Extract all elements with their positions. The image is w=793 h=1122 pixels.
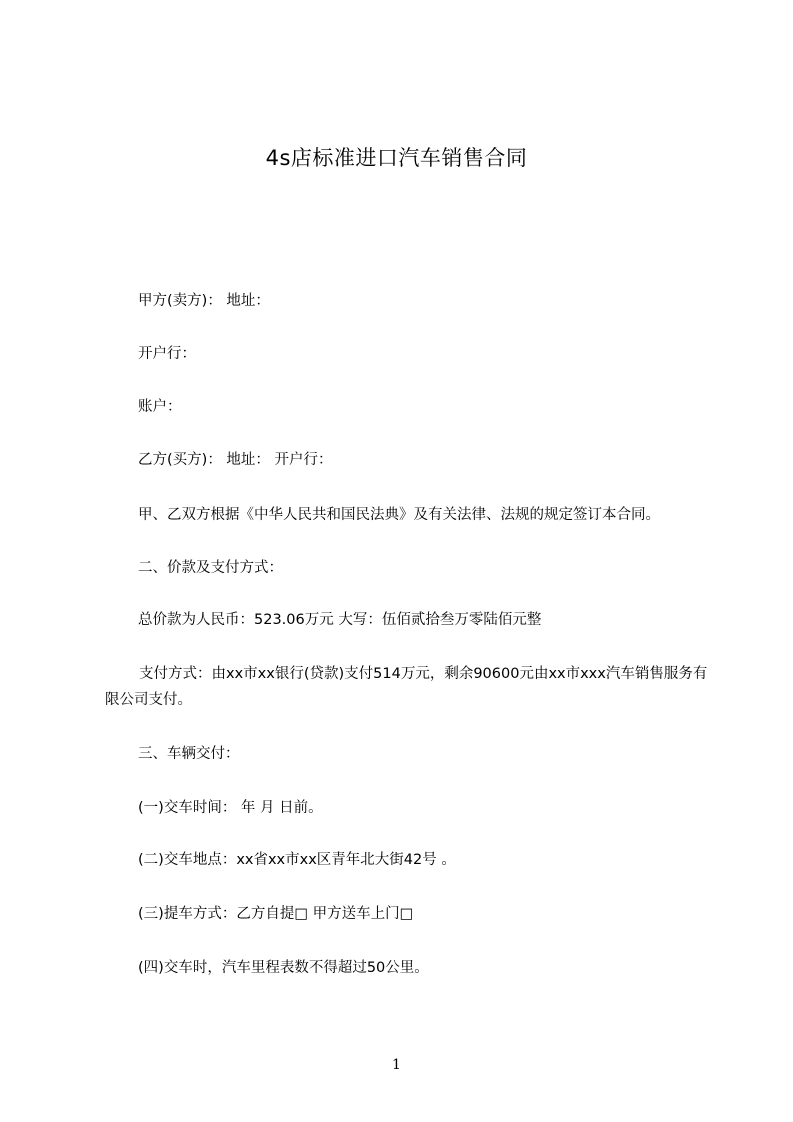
delivery-location-paragraph: (二)交车地点：xx省xx市xx区青年北大街42号 。 xyxy=(138,852,456,868)
page-number: 1 xyxy=(392,1057,401,1073)
party-a-info: 甲方(卖方)： 地址： xyxy=(138,293,270,309)
section-price-payment-heading: 二、价款及支付方式： xyxy=(138,560,283,576)
total-price-paragraph: 总价款为人民币：523.06万元 大写：伍佰贰拾叁万零陆佰元整 xyxy=(138,612,542,628)
party-a-account: 账户： xyxy=(138,399,182,415)
legal-basis-paragraph: 甲、乙双方根据《中华人民共和国民法典》及有关法律、法规的规定签订本合同。 xyxy=(138,507,660,523)
party-a-bank: 开户行： xyxy=(138,346,196,362)
payment-method-paragraph: 支付方式：由xx市xx银行(贷款)支付514万元，剩余90600元由xx市xxx汽车销售服务有限公司支付。 xyxy=(105,666,708,708)
mileage-limit-paragraph: (四)交车时，汽车里程表数不得超过50公里。 xyxy=(138,960,429,976)
delivery-time-paragraph: (一)交车时间： 年 月 日前。 xyxy=(138,800,323,816)
pickup-method-paragraph: (三)提车方式：乙方自提□ 甲方送车上门□ xyxy=(138,906,414,922)
section-delivery-heading: 三、车辆交付： xyxy=(138,746,240,762)
document-title: 4s店标准进口汽车销售合同 xyxy=(265,146,528,170)
party-b-info: 乙方(买方)： 地址： 开户行： xyxy=(138,452,333,468)
